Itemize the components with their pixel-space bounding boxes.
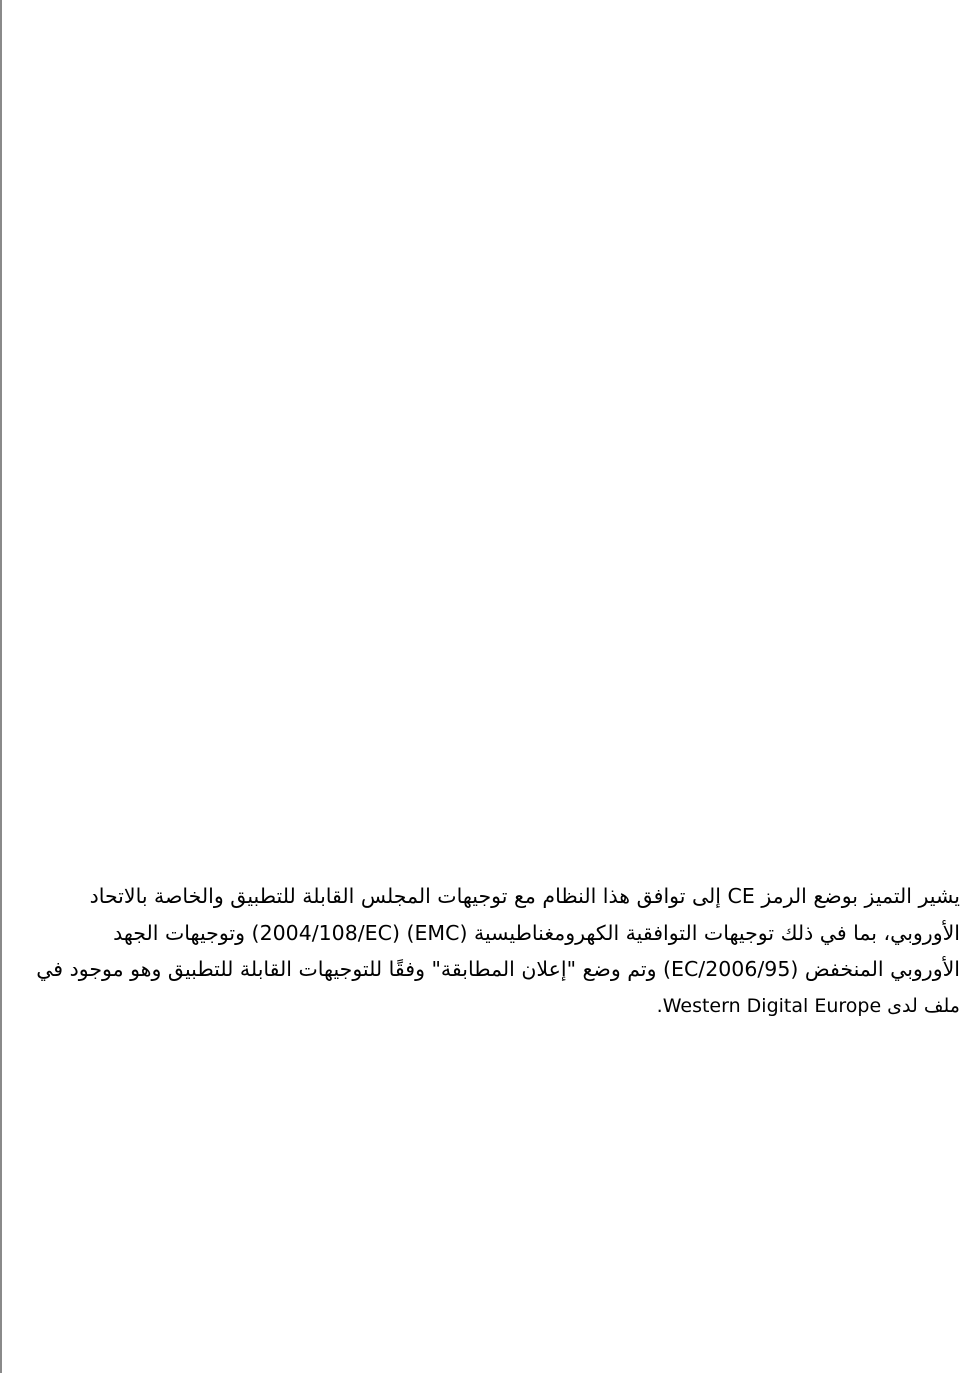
ce-compliance-paragraph <box>36 878 960 1024</box>
compliance-line-1: يشير التميز بوضع الرمز CE إلى توافق هذا النظام مع توجيهات المجلس القابلة للتطبيق والخاصة بالاتحاد <box>89 884 960 908</box>
page-left-border <box>0 0 2 1373</box>
compliance-line-4: ملف لدى Western Digital Europe. <box>656 994 960 1017</box>
compliance-line-3: الأوروبي المنخفض (2006/95/EC) وتم وضع "إعلان المطابقة" وفقًا للتوجيهات القابلة للتطبيق وهو موجود في <box>36 957 960 981</box>
compliance-line-2: الأوروبي، بما في ذلك توجيهات التوافقية الكهرومغناطيسية (EMC) (2004/108/EC) وتوجيهات الجهد <box>113 920 960 945</box>
